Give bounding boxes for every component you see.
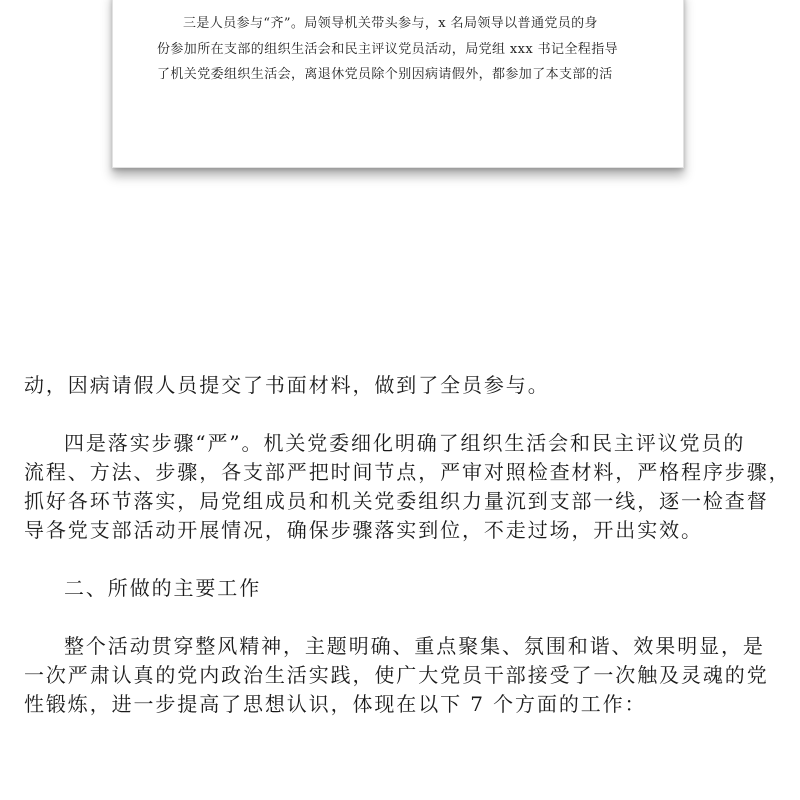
summary-paragraph-line: 整个活动贯穿整风精神，主题明确、重点聚集、氛围和谐、效果明显，是 [64,634,765,658]
blank-line [24,603,776,632]
section-heading: 二、所做的主要工作 [64,576,262,600]
summary-paragraph-line: 性锻炼，进一步提高了思想认识，体现在以下 7 个方面的工作： [24,692,647,716]
document-body [24,371,791,719]
blank-line [24,400,776,429]
preview-paragraph-three [157,11,647,88]
preview-line: 三是人员参与“齐”。局领导机关带头参与，x 名局领导以普通党员的身 [183,16,598,31]
preview-line: 份参加所在支部的组织生活会和民主评议党员活动，局党组 xxx 书记全程指导 [157,41,619,57]
paragraph-four-line: 四是落实步骤“严”。机关党委细化明确了组织生活会和民主评议党员的 [64,431,746,455]
continuation-line: 动，因病请假人员提交了书面材料，做到了全员参与。 [24,373,550,397]
document-page-preview [112,0,684,168]
summary-paragraph-line: 一次严肃认真的党内政治生活实践，使广大党员干部接受了一次触及灵魂的党 [24,663,769,687]
paragraph-four-line: 导各党支部活动开展情况，确保步骤落实到位，不走过场，开出实效。 [24,518,703,542]
paragraph-four-line: 流程、方法、步骤，各支部严把时间节点，严审对照检查材料，严格程序步骤， [24,460,791,484]
preview-line: 了机关党委组织生活会，离退休党员除个别因病请假外，都参加了本支部的活 [157,67,613,82]
paragraph-four-line: 抓好各环节落实，局党组成员和机关党委组织力量沉到支部一线，逐一检查督 [24,489,769,513]
blank-line [24,545,776,574]
